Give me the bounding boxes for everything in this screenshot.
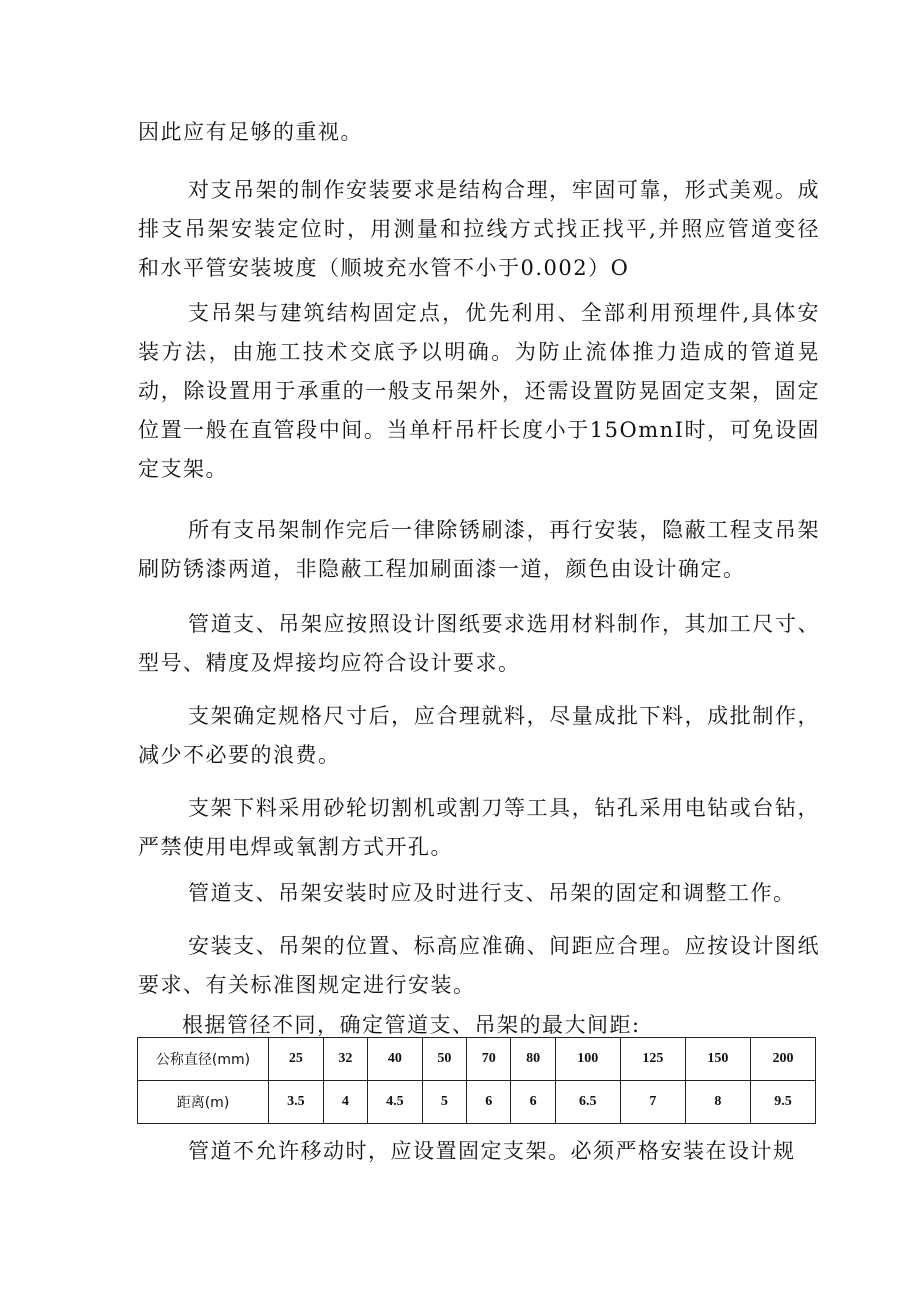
paragraph-1: 因此应有足够的重视。 xyxy=(138,120,363,144)
diameter-cell: 40 xyxy=(368,1038,423,1081)
paragraph-2: 对支吊架的制作安装要求是结构合理，牢固可靠，形式美观。成排支吊架安装定位时，用测量和拉线方式找正找平,并照应管道变径和水平管安装坡度（顺坡充水管不小于0.002）O xyxy=(138,178,820,280)
diameter-cell: 80 xyxy=(511,1038,555,1081)
distance-cell: 6 xyxy=(467,1081,511,1124)
diameter-cell: 32 xyxy=(323,1038,367,1081)
table-row-distance xyxy=(138,1081,816,1124)
distance-cell: 6.5 xyxy=(555,1081,620,1124)
paragraph-3: 支吊架与建筑结构固定点，优先利用、全部利用预埋件,具体安装方法，由施工技术交底予以明确。为防止流体推力造成的管道晃动，除设置用于承重的一般支吊架外，还需设置防晃固定支架，固定位置一般在直管段中间。当单杆吊杆长度小于15OmnI时，可免设固定支架。 xyxy=(138,301,820,481)
paragraph-6: 支架确定规格尺寸后，应合理就料，尽量成批下料，成批制作，减少不必要的浪费。 xyxy=(138,704,820,767)
paragraph-9: 安装支、吊架的位置、标高应准确、间距应合理。应按设计图纸要求、有关标准图规定进行安装。 xyxy=(138,934,820,997)
diameter-cell: 200 xyxy=(750,1038,815,1081)
pipe-support-spacing-table xyxy=(137,1037,816,1124)
paragraph-10: 管道不允许移动时，应设置固定支架。必须严格安装在设计规 xyxy=(188,1139,796,1163)
distance-cell: 9.5 xyxy=(750,1081,815,1124)
paragraph-5: 管道支、吊架应按照设计图纸要求选用材料制作，其加工尺寸、型号、精度及焊接均应符合设计要求。 xyxy=(138,612,820,675)
diameter-cell: 70 xyxy=(467,1038,511,1081)
diameter-cell: 125 xyxy=(620,1038,685,1081)
diameter-cell: 50 xyxy=(422,1038,466,1081)
diameter-cell: 25 xyxy=(269,1038,324,1081)
row-label-distance: 距离(m) xyxy=(138,1081,269,1124)
distance-cell: 3.5 xyxy=(269,1081,324,1124)
table-row-diameter xyxy=(138,1038,816,1081)
diameter-cell: 150 xyxy=(685,1038,750,1081)
distance-cell: 5 xyxy=(422,1081,466,1124)
distance-cell: 7 xyxy=(620,1081,685,1124)
diameter-cell: 100 xyxy=(555,1038,620,1081)
distance-cell: 4.5 xyxy=(368,1081,423,1124)
row-label-diameter: 公称直径(mm) xyxy=(138,1038,269,1081)
paragraph-7: 支架下料采用砂轮切割机或割刀等工具，钻孔采用电钻或台钻，严禁使用电焊或氧割方式开孔。 xyxy=(138,796,820,859)
distance-cell: 8 xyxy=(685,1081,750,1124)
distance-cell: 6 xyxy=(511,1081,555,1124)
paragraph-4: 所有支吊架制作完后一律除锈刷漆，再行安装，隐蔽工程支吊架刷防锈漆两道，非隐蔽工程加刷面漆一道，颜色由设计确定。 xyxy=(138,518,820,581)
distance-cell: 4 xyxy=(323,1081,367,1124)
paragraph-8: 管道支、吊架安装时应及时进行支、吊架的固定和调整工作。 xyxy=(188,881,796,905)
table-caption: 根据管径不同，确定管道支、吊架的最大间距: xyxy=(182,1013,641,1037)
